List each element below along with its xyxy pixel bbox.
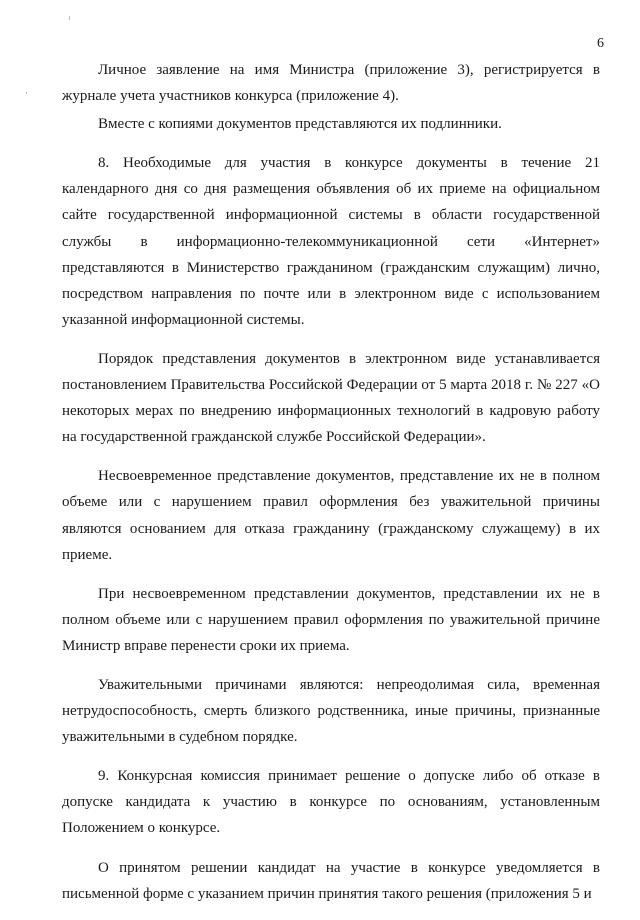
scan-mark: [69, 16, 70, 20]
paragraph: Уважительными причинами являются: непреодолимая сила, временная нетрудоспособность, смерть близкого родственника, иные причины, признанные уважительными в судебном порядке.: [62, 676, 600, 746]
paragraph: Личное заявление на имя Министра (приложение 3), регистрируется в журнале учета участников конкурса (приложение 4).: [62, 62, 600, 105]
paragraph: Несвоевременное представление документов, представление их не в полном объеме или с нарушением правил оформления без уважительной причины являются основанием для отказа гражданину (гражданскому служащему) в их приеме.: [62, 468, 600, 563]
paragraph: Вместе с копиями документов представляются их подлинники.: [98, 116, 502, 133]
scan-mark: [26, 92, 27, 94]
paragraph: 9. Конкурсная комиссия принимает решение о допуске либо об отказе в допуске кандидата к участию в конкурсе по основаниям, установленным Положением о конкурсе.: [62, 768, 600, 837]
paragraph: О принятом решении кандидат на участие в конкурсе уведомляется в письменной форме с указанием причин принятия такого решения (приложения 5 и: [62, 859, 600, 902]
document-body: [62, 57, 600, 920]
page-number: 6: [597, 36, 604, 51]
paragraph: При несвоевременном представлении документов, представлении их не в полном объеме или с нарушением правил оформления по уважительной причине Министр вправе перенести сроки их приема.: [62, 585, 600, 654]
paragraph: 8. Необходимые для участия в конкурсе документы в течение 21 календарного дня со дня размещения объявления об их приеме на официальном сайте государственной информационной системы в области государственной службы в информационно-телекоммуникационной сети «Интернет» представляются в Министерство гражданином (гражданским служащим) лично, посредством направления по почте или в электронном виде с использованием указанной информационной системы.: [62, 155, 600, 328]
paragraph: Порядок представления документов в электронном виде устанавливается постановлением Правительства Российской Федерации от 5 марта 2018 г. № 227 «О некоторых мерах по внедрению информационных технологий в кадровую работу на государственной гражданской службе Российской Федерации».: [62, 350, 600, 446]
